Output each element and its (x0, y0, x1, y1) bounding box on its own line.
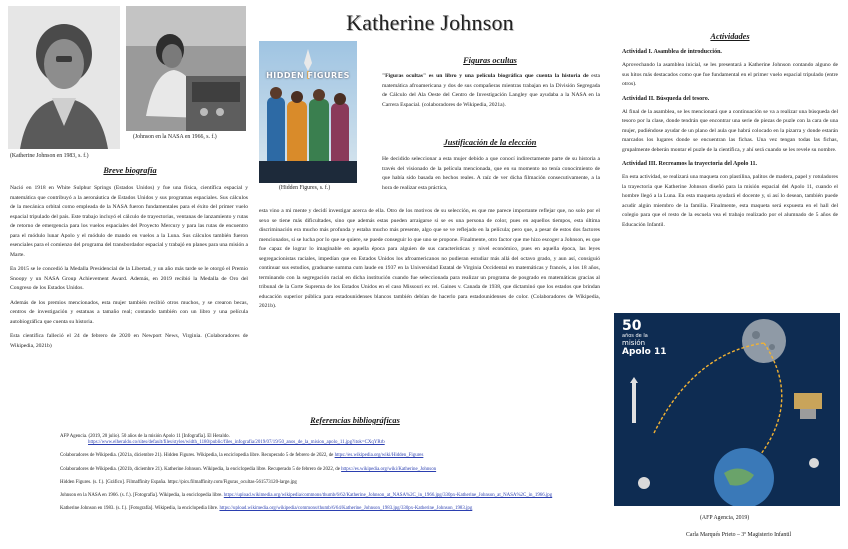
figuras-paragraph-bold: "Figuras ocultas" es un libro y una película biográfica que cuenta la historia de (382, 73, 589, 79)
poster-caption: (Hidden Figures, s. f.) (279, 185, 331, 191)
activity-1-text: Aprovechando la asamblea inicial, se les presentará a Katherine Johnson contando alguno de sus hitos más destacados como que fue fundamental en el primer vuelo espacial tripulado (entre otros). (622, 62, 838, 87)
bio-paragraph-1: Nació en 1918 en White Sulphur Springs (Estados Unidos) y fue una física, científica espacial y matemática que contribuyó a la aeronáutica de Estados Unidos y sus programas espaciales. Sus cálculos de la mecánica orbital como empleada de la NASA fueron fundamentales para el éxito del primer vuelo espacial tripulado del país. Este trabajo incluyó el cálculo de trayectorias, ventanas de lanzamiento y rutas de retorno de emergencia para los vuelos espaciales del Proyecto Mercury y para las rutas de encuentro para el módulo lunar Apolo y el módulo de mando en vuelos a la Luna. Sus cálculos también fueron esenciales para el comienzo del programa del transbordador espacial y trabajó en planes para una misión a Marte. (10, 185, 248, 258)
reference-5-text: Johnson en la NASA en 1966. (s. f.). [Fotografía]. Wikipedia, la enciclopedia libre. (60, 493, 223, 499)
reference-5 (60, 493, 600, 499)
nasa-image (126, 6, 246, 131)
infographic-title-line2: misión (622, 339, 646, 347)
activity-1-heading: Actividad I. Asamblea de introducción. (622, 49, 722, 55)
portrait-photo (8, 6, 120, 149)
justificacion-paragraph-top: He decidido seleccionar a esta mujer debido a que conocí indirectamente parte de su historia a través del visionado de la película mencionada, que en su momento no tenía conocimiento de que había sido basada en hechos reales. A raíz de ver dicha filmación consecutivamente, a la hora de realizar esta práctica, (382, 156, 600, 191)
activity-3-text: En esta actividad, se realizará una maqueta con plastilina, palitos de madera, papel y rotuladores la trayectoria que Katherine Johnson diseñó para la misión espacial del Apolo 11, cuando el hombre llegó a la Luna. En esta maqueta ayudará el docente y, si así lo desean, también puede acudir algún miembro de la familia. Finalmente, esta maqueta será expuesta en el hall del colegio para que el resto de la escuela vea el trabajo realizado por el alumnado de 5 años de Educación Infantil. (622, 174, 838, 228)
poster-photo (259, 41, 357, 183)
bio-section (10, 184, 248, 351)
infographic-title (622, 319, 667, 357)
reference-1 (60, 434, 600, 446)
apollo-infographic (614, 313, 840, 506)
justificacion-heading: Justificación de la elección (443, 138, 537, 147)
infographic-title-line1: años de la (622, 333, 648, 339)
reference-2-link[interactable]: https://es.wikipedia.org/wiki/Hidden_Figures (334, 453, 424, 459)
bio-heading: Breve biografía (103, 166, 157, 175)
activity-3-heading: Actividad III. Recreamos la trayectoria del Apolo 11. (622, 161, 758, 167)
figuras-paragraph (382, 72, 600, 110)
figuras-paragraph-rest: esta matemática afroamericana y dos de sus compañeras mientras trabajan en la División Segregada de Cálculo del Ala Oeste del Centro de Investigación Langley que ayudaba a la NASA en la Carrera Espacial. (colaboradores de Wikipedia, 2021a). (382, 73, 600, 108)
nasa-caption: (Johnson en la NASA en 1966, s. f.) (133, 134, 217, 140)
bio-paragraph-2: En 2015 se le concedió la Medalla Presidencial de la Libertad, y un año más tarde se le otorgó el Premio Snoopy y un NASA Group Achievement Award. Además, en 2019 recibió la Medalla de Oro del Congreso de los Estados Unidos. (10, 266, 248, 291)
infographic-caption: (AFP Agencia, 2019) (700, 515, 750, 521)
references-section (60, 434, 600, 512)
poster-title: HIDDEN FIGURES (266, 71, 350, 80)
actividades-section (622, 49, 838, 230)
actividades-heading: Actividades (710, 32, 750, 41)
reference-6-link[interactable]: https://upload.wikimedia.org/wikipedia/commons/thumb/6/64/Katherine_Johnson_1983.jpg/330px-Katherine_Johnson_1983.jpg (219, 506, 473, 512)
poster-image (259, 41, 357, 183)
portrait-caption: (Katherine Johnson en 1983, s. f.) (10, 153, 89, 159)
activity-2-heading: Actividad II. Búsqueda del tesoro. (622, 95, 710, 102)
reference-1-link[interactable]: https://www.elheraldo.co/sites/default/files/styles/width_1180/public/files_infografia/2019/07/19/50_anos_de_la_mision_apolo_11.jpg?itok=CXqYRrb (88, 440, 385, 446)
nasa-photo (126, 6, 246, 131)
activity-2-text: Al final de la asamblea, se les mencionará que a continuación se va a realizar una búsqueda del tesoro por la clase, donde tendrán que encontrar una serie de piezas de puzle con la cara de una mujer, pudiéndose ayudar de un plano del aula que habrá colocado en la pizarra y donde estarán marcados los lugares donde se encuentran las fichas. Una vez tengan todas las fichas, grupalmente deberán montar el puzle de la científica, y ahí será cuando se les revele su nombre. (622, 108, 838, 153)
infographic-title-number: 50 (622, 318, 642, 334)
page-title: Katherine Johnson (346, 10, 514, 35)
reference-3-text: Colaboradores de Wikipedia. (2021b, diciembre 21). Katherine Johnson. Wikipedia, la enciclopedia libre. Recuperado 5 de febrero de 2022, de (60, 466, 340, 472)
bio-paragraph-3: Además de los premios mencionados, esta mujer también recibió otros muchos, y se crearon becas, centros de investigación y estatuas a tamaño real; contando también con un libro y una película autobiográfica que cuenta su historia. (10, 299, 248, 325)
references-heading: Referencias bibliográficas (310, 416, 400, 425)
reference-5-link[interactable]: https://upload.wikimedia.org/wikipedia/commons/thumb/6/62/Katherine_Johnson_at_NASA%2C_in_1966.jpg/330px-Katherine_Johnson_at_NASA%2C_in_1966.jpg (223, 493, 553, 499)
reference-3-link[interactable]: https://es.wikipedia.org/wiki/Katherine_Johnson (341, 466, 437, 472)
reference-6 (60, 506, 600, 512)
reference-3 (60, 467, 600, 473)
reference-1-text: AFP Agencia. (2019, 20 julio). 50 años de la misión Apolo 11 [Infografía]. El Heraldo. (60, 434, 230, 439)
reference-4: Hidden Figures. (s. f.). [Gráfico]. Filmaffinity España. https://pics.filmaffinity.com/Figuras_ocultas-561573120-large.jpg (60, 479, 297, 485)
bio-paragraph-4: Esta científica falleció el 24 de febrero de 2020 en Newport News, Virginia. (Colaboradores de Wikipedia, 2021b) (10, 333, 248, 349)
infographic-title-line3: Apolo 11 (622, 347, 667, 357)
reference-2 (60, 453, 600, 459)
reference-6-text: Katherine Johnson en 1983. (s. f.). [Fotografía]. Wikipedia, la enciclopedia libre. (60, 506, 219, 512)
portrait-image (8, 6, 120, 149)
reference-2-text: Colaboradores de Wikipedia. (2021a, diciembre 21). Hidden Figures. Wikipedia, la enciclopedia libre. Recuperado 5 de febrero de 2022, de (60, 453, 334, 459)
justificacion-paragraph-bottom: esta vino a mi mente y decidí investigar acerca de ella. Otro de los motivos de su selección, es que me parece importante reflejar que, no solo por el sexo se tiene más dificultades, sino que además estas pueden arraigarse si se es una persona de color, pues en aquellos tiempos, esta última discriminación era mucho más profunda y estaba mucho más presente, algo que se ve reflejado en la película; pero que, a pesar de estos dos factores mencionados, si se lucha por lo que se quiere, se puede conseguir lo que uno se propone. Finalmente, otro factor que me hizo escoger a Johnson, es que fue capaz de lograr lo imaginable en aquella época para alguien de sus características y nivel económico, pues en aquella época, las leyes segregacionistas raciales, impedían que en Estados Unidos los afroamericanos no pudieran estudiar más allá del octavo grado, y aun así, consiguió continuar sus estudios, graduarse summa cum laude en 1937 en la Universidad Estatal de Virginia Occidental en matemáticas y francés, a los 18 años, terminando con la segregación racial en dicha institución cuando fue seleccionada para realizar un programa de posgrado en matemáticas gracias al tribunal de la Corte Suprema de los Estados Unidos en el caso Missouri ex rel. Gaines v. Canada de 1938, que dictaminó que los estados que brindan educación superior pública para estadounidenses blancos también debían de hacerlo para estadounidenses de color. (Colaboradores de Wikipedia, 2021b). (259, 208, 600, 309)
author-footer: Carla Marqués Prieto – 3º Magisterio Infantil (686, 532, 792, 538)
figuras-heading: Figuras ocultas (463, 56, 517, 65)
